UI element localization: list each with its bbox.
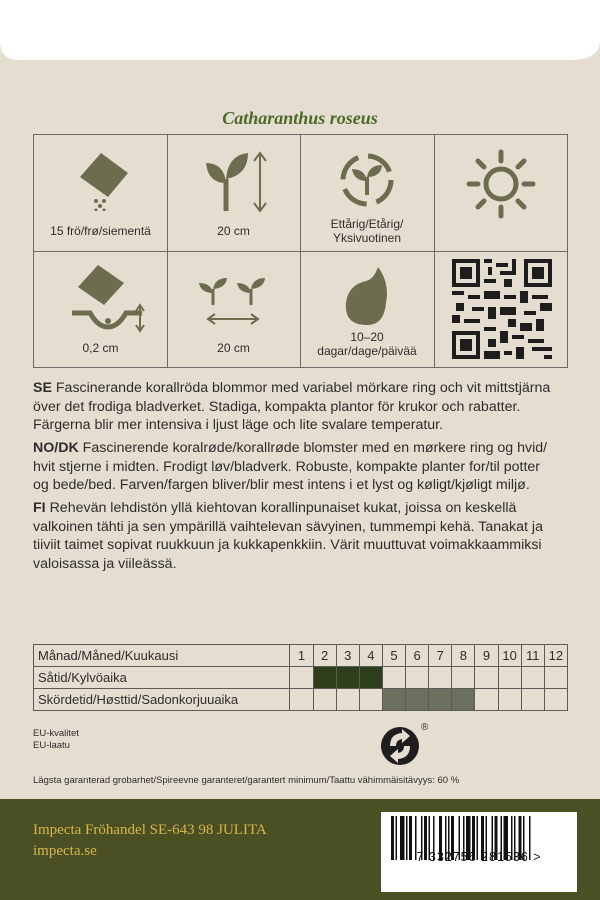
month-2: 2 <box>313 645 336 667</box>
annual-label <box>300 217 434 245</box>
germination-guarantee: Lägsta garanterad grobarhet/Spireevne garanteret/garantert minimum/Taattu vähimmäisitävyys: 60 % <box>33 775 460 786</box>
seed-count: 15 frö/frø/siementä <box>50 224 151 238</box>
germination-days: 10–20 <box>350 330 384 344</box>
sowing-month-5 <box>382 667 405 689</box>
sowing-month-9 <box>475 667 498 689</box>
qr-code-icon[interactable] <box>452 259 552 359</box>
sowing-month-10 <box>498 667 521 689</box>
description-fi <box>33 499 573 573</box>
harvest-month-5 <box>382 689 405 711</box>
month-7: 7 <box>429 645 452 667</box>
eu-quality <box>33 728 79 752</box>
germination-icon <box>342 263 392 327</box>
harvest-month-10 <box>498 689 521 711</box>
sowing-row <box>34 667 568 689</box>
desc-se-line1: Fascinerande korallröda blommor med variabel mörkare ring och vit mittstjärna <box>55 380 551 396</box>
harvest-month-9 <box>475 689 498 711</box>
harvest-month-4 <box>359 689 382 711</box>
description-se <box>33 379 573 435</box>
hanger-tab-cutout <box>0 0 600 95</box>
month-5: 5 <box>382 645 405 667</box>
barcode-number: 7 332756 281536 > <box>416 850 542 864</box>
eu-quality-line1: EU-kvalitet <box>33 728 79 739</box>
month-1: 1 <box>290 645 313 667</box>
harvest-month-2 <box>313 689 336 711</box>
annual-label-line1: Ettårig/Etårig/ <box>330 217 404 231</box>
growing-calendar <box>33 644 568 711</box>
month-6: 6 <box>406 645 429 667</box>
lang-code-no-dk: NO/DK <box>33 440 79 456</box>
plant-spacing-icon <box>197 275 269 331</box>
desc-fi-line4: valoisassa ja viileässä. <box>33 555 177 572</box>
month-8: 8 <box>452 645 475 667</box>
lang-code-fi: FI <box>33 500 46 516</box>
desc-se-line2: över det frodiga bladverket. Stadiga, kompakta plantor för krukor och rabatter. <box>33 398 521 415</box>
month-10: 10 <box>498 645 521 667</box>
sowing-month-1 <box>290 667 313 689</box>
calendar-header-label: Månad/Måned/Kuukausi <box>34 645 290 667</box>
annual-label-line2: Yksivuotinen <box>332 231 402 245</box>
sowing-month-12 <box>544 667 567 689</box>
calendar-header-row <box>34 645 568 667</box>
description-no-dk <box>33 439 573 495</box>
sowing-month-6 <box>406 667 429 689</box>
germination-unit: dagar/dage/päivää <box>317 344 417 358</box>
germination-label <box>300 330 434 358</box>
sowing-month-2 <box>313 667 336 689</box>
sowing-month-8 <box>452 667 475 689</box>
month-4: 4 <box>359 645 382 667</box>
company-address: Impecta Fröhandel SE-643 98 JULITA <box>33 822 267 838</box>
month-3: 3 <box>336 645 359 667</box>
sowing-month-4 <box>359 667 382 689</box>
month-12: 12 <box>544 645 567 667</box>
plant-height-value: 20 cm <box>217 224 250 238</box>
desc-fi-line2: valkoinen tähti ja sen ympärillä vaihtelevan sävyinen, tummempi kehä. Tanakat ja <box>33 518 543 535</box>
harvest-month-12 <box>544 689 567 711</box>
registered-mark: ® <box>421 722 429 733</box>
sowing-depth-value: 0,2 cm <box>82 341 119 355</box>
harvest-month-8 <box>452 689 475 711</box>
desc-no-line2: hvit stjerne i midten. Frodigt løv/bladverk. Robuste, kompakte planter for/til potter <box>33 458 541 475</box>
harvest-month-3 <box>336 689 359 711</box>
desc-fi-line1: Rehevän lehdistön yllä kiehtovan korallinpunaiset kukat, joissa on keskellä <box>49 500 517 516</box>
lang-code-se: SE <box>33 380 52 396</box>
sowing-depth-icon <box>68 263 148 333</box>
month-11: 11 <box>521 645 544 667</box>
eu-quality-line2: EU-laatu <box>33 740 70 751</box>
plant-spacing-value: 20 cm <box>217 341 250 355</box>
desc-no-line1: Fascinerende koralrøde/korallrøde blomster med en mørkere ring og hvid/ <box>82 440 548 456</box>
company-website[interactable]: impecta.se <box>33 843 97 859</box>
harvest-label: Skördetid/Høsttid/Sadonkorjuuaika <box>34 689 290 711</box>
harvest-month-1 <box>290 689 313 711</box>
sowing-month-11 <box>521 667 544 689</box>
desc-no-line3: og bede/bed. Farven/fargen bliver/blir mest intens i et lyst og køligt/kjøligt miljø. <box>33 477 530 493</box>
sowing-month-7 <box>429 667 452 689</box>
harvest-row <box>34 689 568 711</box>
plant-height-icon <box>204 149 268 215</box>
harvest-month-7 <box>429 689 452 711</box>
info-icon-grid <box>33 134 568 368</box>
sowing-label: Såtid/Kylvöaika <box>34 667 290 689</box>
sun-icon <box>466 149 536 219</box>
desc-se-line3: Färgerna blir mer intensiva i ljust läge och lite svalare temperatur. <box>33 417 444 433</box>
footer-address-block <box>33 820 267 862</box>
sowing-month-3 <box>336 667 359 689</box>
desc-fi-line3: tiiviit taimet sopivat ruukkuun ja kukkapenkkiin. Värit muuttuvat voimakkaammiksi <box>33 537 542 553</box>
seed-packet-icon <box>72 151 130 211</box>
latin-name: Catharanthus roseus <box>222 108 378 128</box>
annual-cycle-icon <box>336 149 398 211</box>
month-9: 9 <box>475 645 498 667</box>
harvest-month-6 <box>406 689 429 711</box>
harvest-month-11 <box>521 689 544 711</box>
